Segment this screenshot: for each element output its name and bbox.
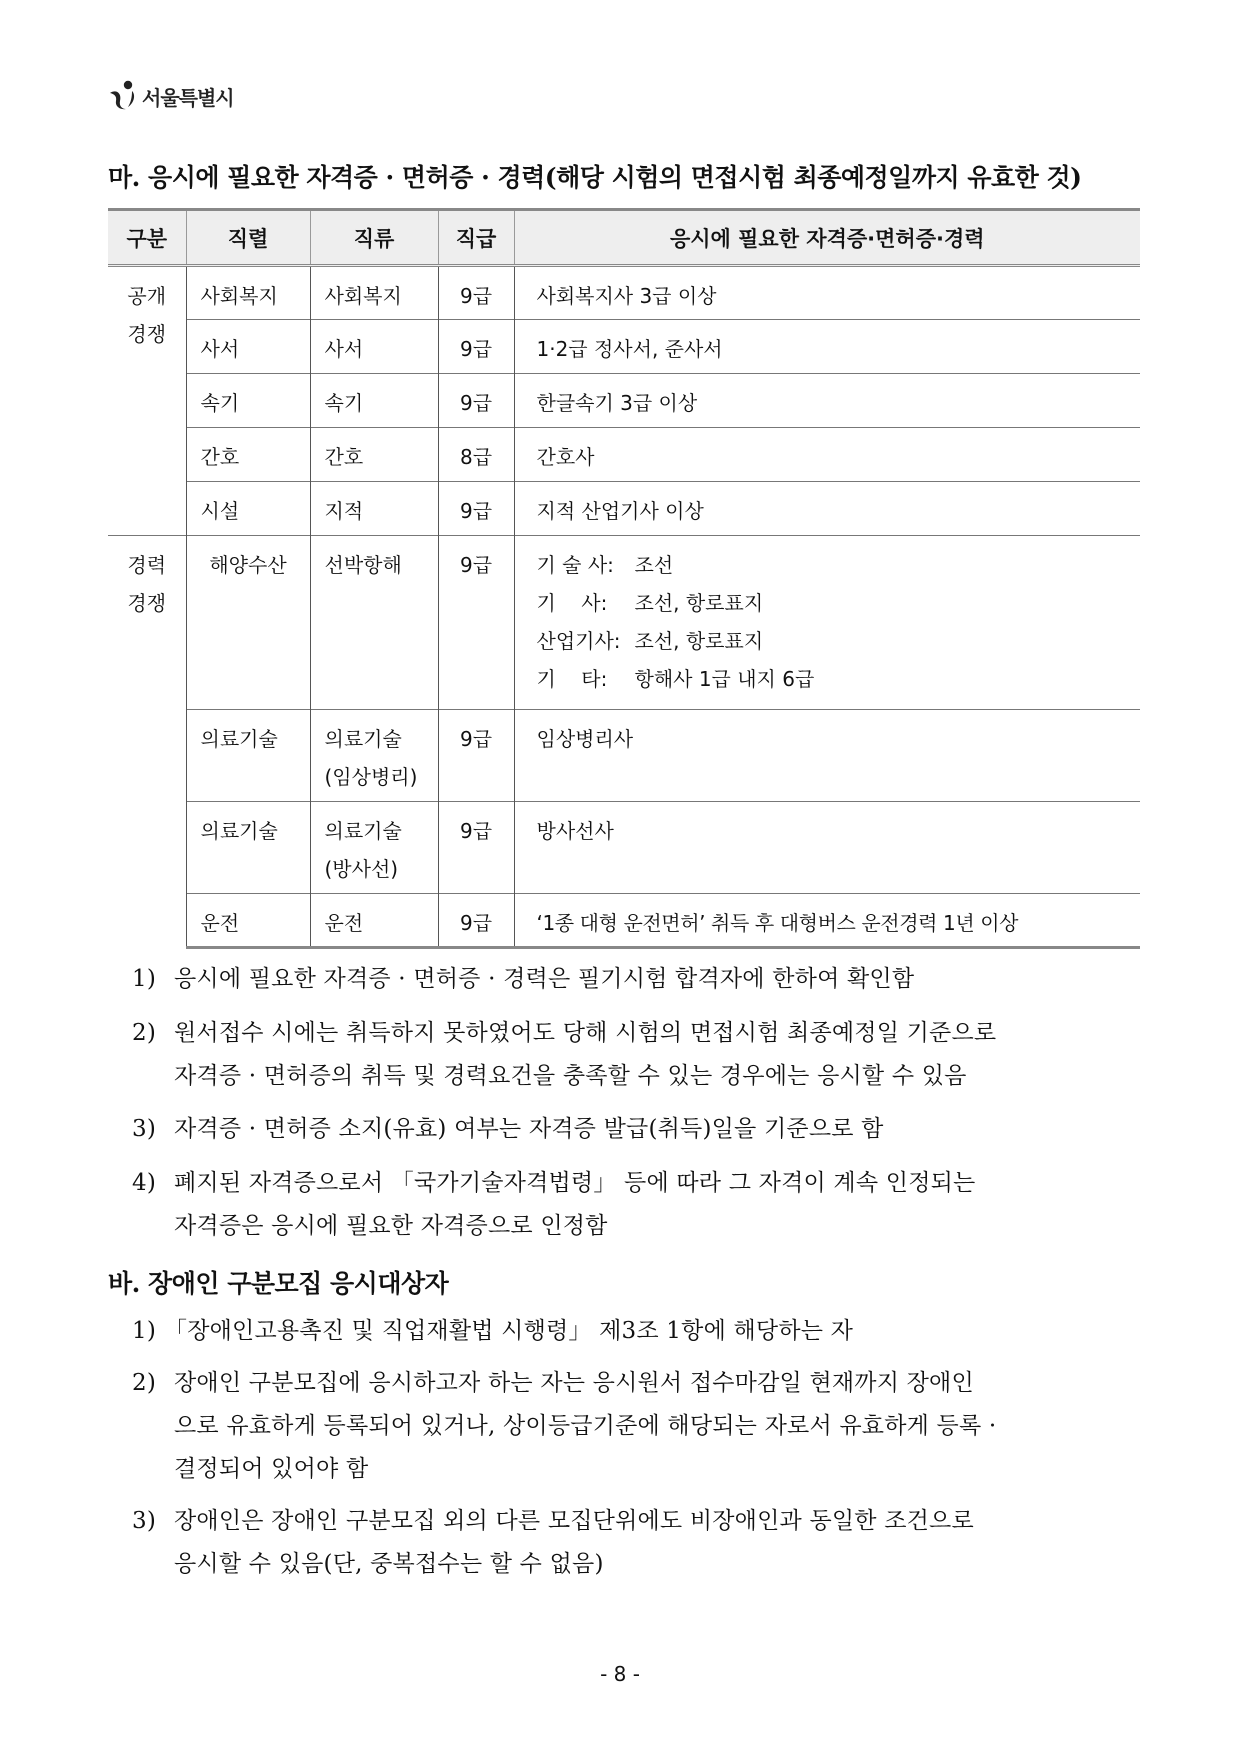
- note-text: 으로 유효하게 등록되어 있거나, 상이등급기준에 해당되는 자로서 유효하게 등록 ·: [174, 1413, 997, 1439]
- note-text: 응시에 필요한 자격증 · 면허증 · 경력은 필기시험 합격자에 한하여 확인함: [174, 966, 915, 992]
- page-number: - 8 -: [600, 1662, 640, 1686]
- col-header-series: 직렬: [186, 210, 310, 266]
- note-text: 응시할 수 있음(단, 중복접수는 할 수 없음): [174, 1551, 604, 1577]
- seoul-logo-icon: [106, 79, 140, 113]
- note-text: 「장애인고용촉진 및 직업재활법 시행령」 제3조 1항에 해당하는 자: [164, 1318, 854, 1344]
- col-header-qualification: 응시에 필요한 자격증·면허증·경력: [514, 210, 1140, 266]
- table-row: [108, 482, 1140, 536]
- note-text: 장애인은 장애인 구분모집 외의 다른 모집단위에도 비장애인과 동일한 조건으로: [174, 1508, 974, 1534]
- cell-class: 간호: [310, 428, 438, 482]
- qualification-key: 산업기사:: [536, 629, 621, 653]
- cell-class: [310, 802, 438, 894]
- cell-grade: 9급: [438, 482, 514, 536]
- note-number: 2): [132, 1020, 157, 1046]
- cell-class: 속기: [310, 374, 438, 428]
- cell-series: 속기: [186, 374, 310, 428]
- cell-grade: 9급: [438, 894, 514, 948]
- cell-series: 의료기술: [186, 802, 310, 894]
- class-line: 의료기술: [324, 727, 402, 751]
- note-item: [132, 1362, 996, 1491]
- cell-qualification: 한글속기 3급 이상: [514, 374, 1140, 428]
- class-line: 의료기술: [324, 819, 402, 843]
- group-label-line: 경쟁: [127, 322, 167, 346]
- qualification-line: [537, 546, 1141, 584]
- note-number: 1): [132, 1318, 157, 1344]
- cell-series: 의료기술: [186, 710, 310, 802]
- cell-grade: 8급: [438, 428, 514, 482]
- cell-series: 사회복지: [186, 266, 310, 320]
- table-row: [108, 428, 1140, 482]
- cell-series: 운전: [186, 894, 310, 948]
- qualification-value: 조선, 항로표지: [634, 629, 764, 653]
- qualification-line: [537, 660, 1141, 698]
- table-row: [108, 710, 1140, 802]
- table-row: [108, 894, 1140, 948]
- table-row: [108, 266, 1140, 320]
- cell-class: 지적: [310, 482, 438, 536]
- cell-class: 선박항해: [310, 536, 438, 710]
- qualification-table: [108, 208, 1140, 949]
- cell-class: [310, 710, 438, 802]
- cell-qualification: ‘1종 대형 운전면허’ 취득 후 대형버스 운전경력 1년 이상: [514, 894, 1140, 948]
- note-item: [132, 958, 914, 1001]
- cell-series: 시설: [186, 482, 310, 536]
- table-header-row: [108, 210, 1140, 266]
- note-number: 3): [132, 1116, 157, 1142]
- cell-grade: 9급: [438, 374, 514, 428]
- note-number: 2): [132, 1370, 157, 1396]
- note-text: 자격증은 응시에 필요한 자격증으로 인정함: [174, 1213, 608, 1239]
- note-number: 3): [132, 1508, 157, 1534]
- section-ma-title: 마. 응시에 필요한 자격증 · 면허증 · 경력(해당 시험의 면접시험 최종예정일까지 유효한 것): [108, 163, 1082, 192]
- qualification-line: [537, 622, 1141, 660]
- cell-class: 사회복지: [310, 266, 438, 320]
- group-label-line: 경쟁: [127, 591, 167, 615]
- cell-grade: 9급: [438, 266, 514, 320]
- cell-grade: 9급: [438, 802, 514, 894]
- note-text: 자격증 · 면허증 소지(유효) 여부는 자격증 발급(취득)일을 기준으로 함: [174, 1116, 884, 1142]
- group-label-line: 공개: [127, 284, 167, 308]
- table-row: [108, 374, 1140, 428]
- class-line: (임상병리): [324, 765, 418, 789]
- cell-class: 사서: [310, 320, 438, 374]
- seoul-logo: [106, 76, 234, 116]
- col-header-grade: 직급: [438, 210, 514, 266]
- note-item: [132, 1500, 974, 1586]
- group-label-open: [108, 266, 186, 536]
- section-ba-title: 바. 장애인 구분모집 응시대상자: [108, 1269, 449, 1298]
- qualification-value: 조선, 항로표지: [634, 591, 764, 615]
- cell-qualification: 임상병리사: [514, 710, 1140, 802]
- note-text: 폐지된 자격증으로서 「국가기술자격법령」 등에 따라 그 자격이 계속 인정되는: [174, 1170, 976, 1196]
- cell-series: 간호: [186, 428, 310, 482]
- cell-qualification: 사회복지사 3급 이상: [514, 266, 1140, 320]
- note-text: 원서접수 시에는 취득하지 못하였어도 당해 시험의 면접시험 최종예정일 기준으로: [174, 1020, 997, 1046]
- note-text: 자격증 · 면허증의 취득 및 경력요건을 충족할 수 있는 경우에는 응시할 수 있음: [174, 1063, 967, 1089]
- note-text: 장애인 구분모집에 응시하고자 하는 자는 응시원서 접수마감일 현재까지 장애인: [174, 1370, 974, 1396]
- table-row: [108, 536, 1140, 710]
- cell-grade: 9급: [438, 320, 514, 374]
- qualification-key: 기 사:: [536, 591, 608, 615]
- qualification-key: 기 술 사:: [536, 553, 614, 577]
- cell-grade: 9급: [438, 536, 514, 710]
- note-item: [132, 1012, 996, 1098]
- note-item: [132, 1162, 975, 1248]
- col-header-category: 구분: [108, 210, 186, 266]
- class-line: (방사선): [324, 857, 399, 881]
- note-text: 결정되어 있어야 함: [174, 1456, 369, 1482]
- col-header-class: 직류: [310, 210, 438, 266]
- qualification-value: 항해사 1급 내지 6급: [634, 667, 815, 691]
- cell-grade: 9급: [438, 710, 514, 802]
- group-label-career: [108, 536, 186, 948]
- table-row: [108, 802, 1140, 894]
- cell-qualification: 방사선사: [514, 802, 1140, 894]
- note-number: 4): [132, 1170, 157, 1196]
- table-row: [108, 320, 1140, 374]
- qualification-key: 기 타:: [536, 667, 608, 691]
- cell-qualification: 간호사: [514, 428, 1140, 482]
- note-item: [132, 1108, 884, 1151]
- cell-qualification: 1·2급 정사서, 준사서: [514, 320, 1140, 374]
- seoul-logo-text: 서울특별시: [142, 85, 234, 110]
- qualification-value: 조선: [634, 553, 674, 577]
- group-label-line: 경력: [127, 553, 167, 577]
- note-number: 1): [132, 966, 157, 992]
- cell-qualification: 지적 산업기사 이상: [514, 482, 1140, 536]
- cell-qualification: [514, 536, 1140, 710]
- cell-class: 운전: [310, 894, 438, 948]
- qualification-line: [537, 584, 1141, 622]
- cell-series: 사서: [186, 320, 310, 374]
- note-item: [132, 1310, 853, 1353]
- cell-series: 해양수산: [186, 536, 310, 710]
